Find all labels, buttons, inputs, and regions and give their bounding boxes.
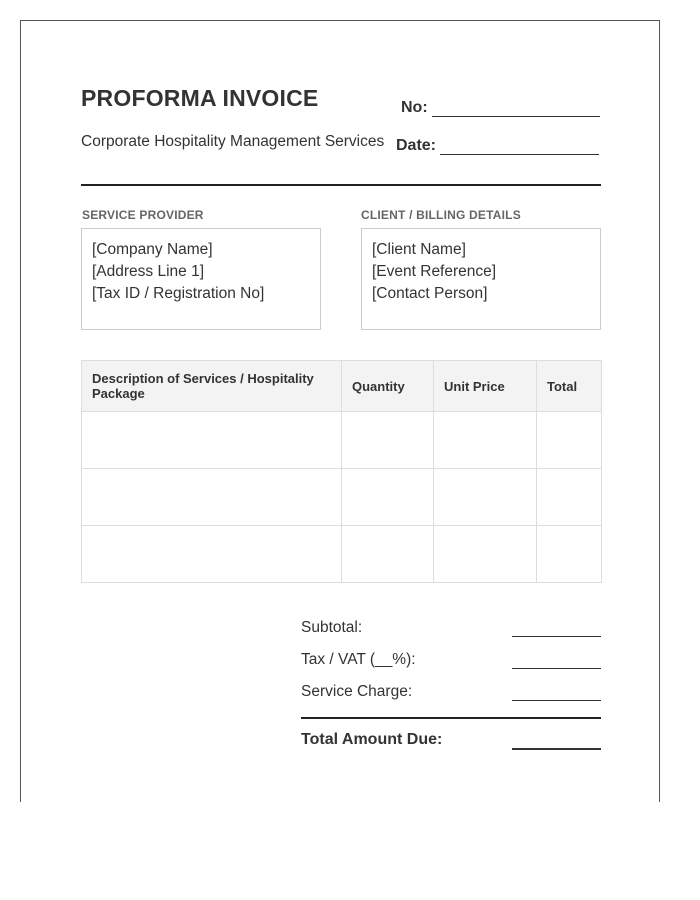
service-provider-box[interactable] (81, 228, 321, 330)
invoice-number-blank[interactable] (432, 102, 600, 117)
header-divider (81, 184, 601, 186)
subtotal-blank[interactable] (512, 636, 601, 637)
invoice-number-field[interactable] (401, 99, 600, 117)
invoice-subtitle: Corporate Hospitality Management Services (81, 133, 385, 150)
client-billing-box[interactable] (361, 228, 601, 330)
total-due-row (301, 731, 601, 763)
total-due-blank[interactable] (512, 748, 601, 750)
totals-divider (301, 717, 601, 719)
service-charge-label: Service Charge: (301, 683, 413, 700)
services-table (81, 360, 602, 583)
table-header-row (82, 361, 602, 412)
total-cell[interactable] (537, 412, 602, 469)
provider-company-name: [Company Name] (92, 241, 213, 258)
tax-blank[interactable] (512, 668, 601, 669)
provider-tax-id: [Tax ID / Registration No] (92, 285, 265, 302)
column-header-quantity: Quantity (342, 361, 434, 412)
client-name: [Client Name] (372, 241, 466, 258)
service-charge-row (301, 683, 601, 715)
totals-section (301, 619, 601, 763)
client-billing-heading: CLIENT / BILLING DETAILS (361, 208, 521, 222)
total-cell[interactable] (537, 469, 602, 526)
invoice-date-field[interactable] (396, 137, 599, 155)
invoice-number-label: No: (401, 99, 428, 116)
unit-price-cell[interactable] (434, 526, 537, 583)
service-provider-heading: SERVICE PROVIDER (82, 208, 204, 222)
total-cell[interactable] (537, 526, 602, 583)
invoice-sheet (20, 20, 660, 802)
invoice-date-blank[interactable] (440, 140, 599, 155)
subtotal-label: Subtotal: (301, 619, 363, 636)
client-event-reference: [Event Reference] (372, 263, 497, 280)
subtotal-row (301, 619, 601, 651)
total-due-label: Total Amount Due: (301, 731, 443, 748)
table-row (82, 412, 602, 469)
column-header-description: Description of Services / Hospitality Package (82, 361, 342, 412)
description-cell[interactable] (82, 412, 342, 469)
tax-label: Tax / VAT (__%): (301, 651, 416, 668)
unit-price-cell[interactable] (434, 469, 537, 526)
column-header-unit-price: Unit Price (434, 361, 537, 412)
description-cell[interactable] (82, 526, 342, 583)
invoice-title: PROFORMA INVOICE (81, 85, 319, 111)
quantity-cell[interactable] (342, 526, 434, 583)
service-charge-blank[interactable] (512, 700, 601, 701)
description-cell[interactable] (82, 469, 342, 526)
column-header-total: Total (537, 361, 602, 412)
table-row (82, 526, 602, 583)
provider-address: [Address Line 1] (92, 263, 205, 280)
unit-price-cell[interactable] (434, 412, 537, 469)
table-row (82, 469, 602, 526)
quantity-cell[interactable] (342, 412, 434, 469)
invoice-date-label: Date: (396, 137, 437, 154)
tax-row (301, 651, 601, 683)
quantity-cell[interactable] (342, 469, 434, 526)
client-contact-person: [Contact Person] (372, 285, 488, 302)
